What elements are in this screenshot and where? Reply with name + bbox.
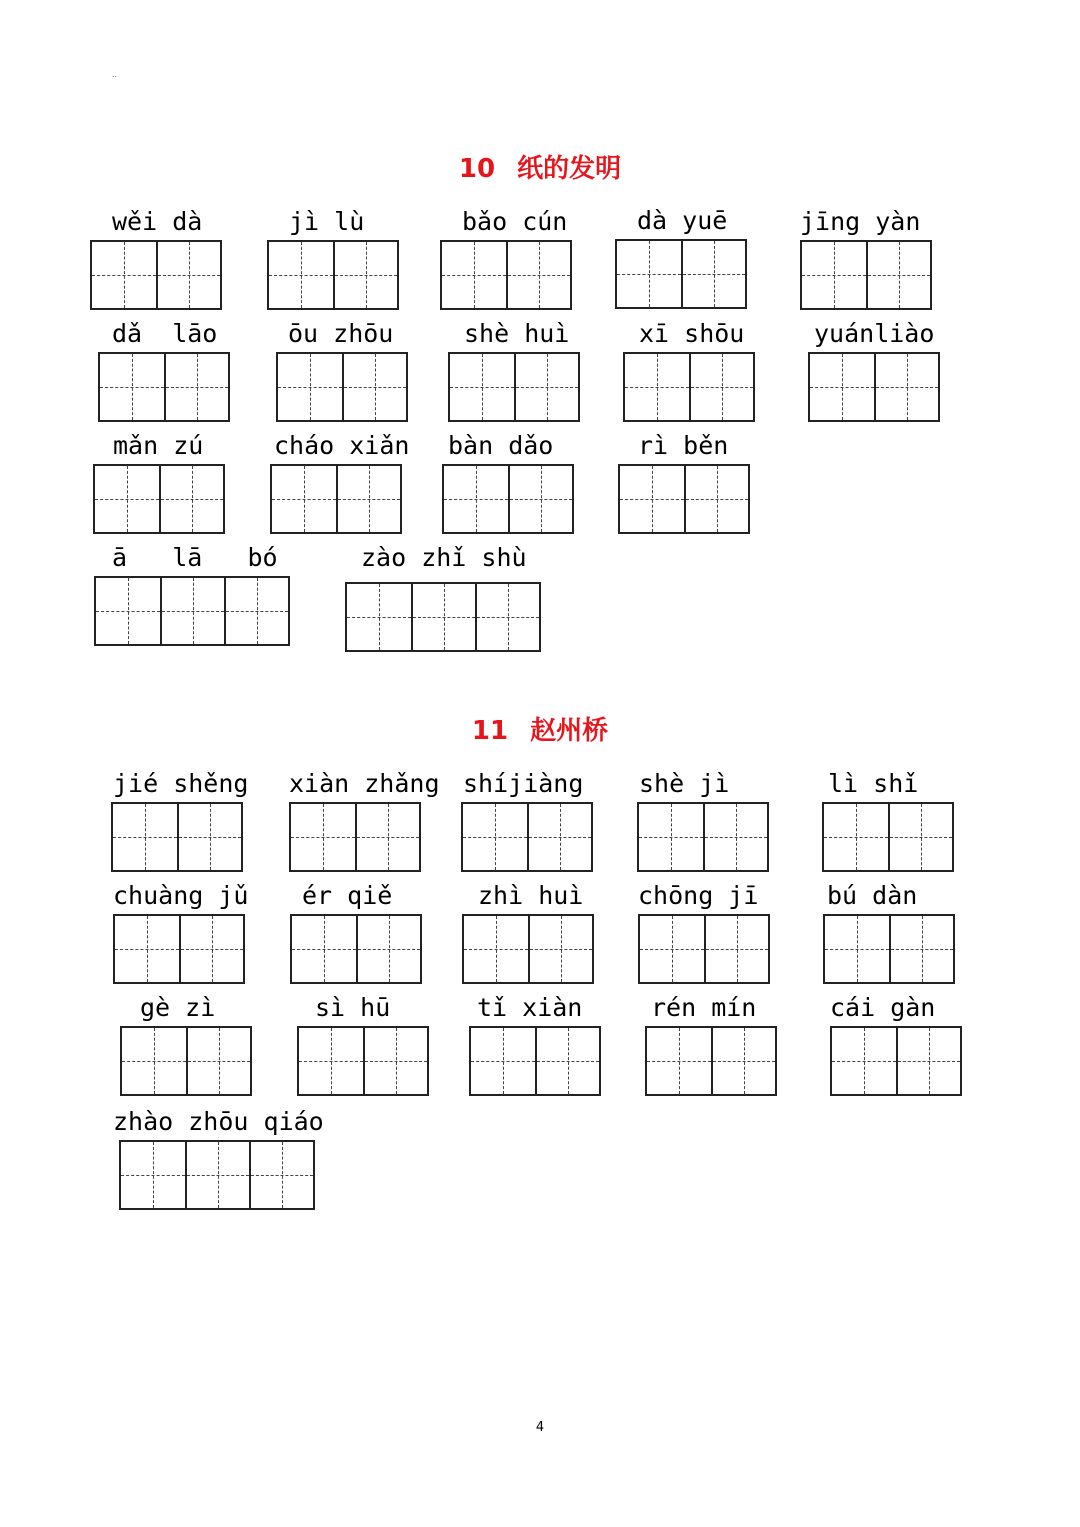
character-cell[interactable] — [159, 466, 223, 532]
character-cell[interactable] — [121, 1142, 185, 1208]
pinyin-label: yuánliào — [814, 319, 935, 348]
writing-grid[interactable] — [808, 352, 940, 422]
character-cell[interactable] — [888, 804, 952, 870]
character-cell[interactable] — [889, 916, 953, 982]
writing-grid[interactable] — [442, 464, 574, 534]
writing-grid[interactable] — [823, 914, 955, 984]
pinyin-label: mǎn zú — [113, 431, 204, 460]
character-cell[interactable] — [810, 354, 874, 420]
pinyin-label: shè huì — [464, 319, 570, 348]
writing-grid[interactable] — [98, 352, 230, 422]
character-cell[interactable] — [292, 916, 356, 982]
character-cell[interactable] — [514, 354, 578, 420]
pinyin-label: sì hū — [315, 993, 391, 1022]
character-cell[interactable] — [179, 916, 243, 982]
character-cell[interactable] — [647, 1028, 711, 1094]
character-cell[interactable] — [224, 578, 288, 644]
writing-grid[interactable] — [276, 352, 408, 422]
writing-grid[interactable] — [800, 240, 932, 310]
character-cell[interactable] — [475, 584, 539, 650]
writing-grid[interactable] — [440, 240, 572, 310]
character-cell[interactable] — [336, 466, 400, 532]
writing-grid[interactable] — [345, 582, 541, 652]
writing-grid[interactable] — [637, 802, 769, 872]
character-cell[interactable] — [160, 578, 224, 644]
writing-grid[interactable] — [267, 240, 399, 310]
character-cell[interactable] — [291, 804, 355, 870]
character-cell[interactable] — [617, 241, 681, 307]
writing-grid[interactable] — [469, 1026, 601, 1096]
pinyin-label: cháo xiǎn — [274, 431, 410, 460]
writing-grid[interactable] — [111, 802, 243, 872]
pinyin-label: jì lù — [289, 207, 365, 236]
character-cell[interactable] — [186, 1028, 250, 1094]
writing-grid[interactable] — [297, 1026, 429, 1096]
writing-grid[interactable] — [645, 1026, 777, 1096]
pinyin-label: ā lā bó — [112, 543, 278, 572]
character-cell[interactable] — [640, 916, 704, 982]
writing-grid[interactable] — [615, 239, 747, 309]
character-cell[interactable] — [100, 354, 164, 420]
section-title-10 — [0, 148, 1080, 185]
writing-grid[interactable] — [289, 802, 421, 872]
character-cell[interactable] — [704, 916, 768, 982]
writing-grid[interactable] — [93, 464, 225, 534]
writing-grid[interactable] — [290, 914, 422, 984]
pinyin-label: cái gàn — [830, 993, 936, 1022]
character-cell[interactable] — [113, 804, 177, 870]
character-cell[interactable] — [272, 466, 336, 532]
character-cell[interactable] — [802, 242, 866, 308]
character-cell[interactable] — [625, 354, 689, 420]
pinyin-label: zào zhǐ shù — [361, 543, 527, 572]
pinyin-label: gè zì — [140, 993, 216, 1022]
character-cell[interactable] — [508, 466, 572, 532]
character-cell[interactable] — [471, 1028, 535, 1094]
character-cell[interactable] — [269, 242, 333, 308]
writing-grid[interactable] — [119, 1140, 315, 1210]
writing-grid[interactable] — [618, 464, 750, 534]
character-cell[interactable] — [463, 804, 527, 870]
writing-grid[interactable] — [120, 1026, 252, 1096]
pinyin-label: zhào zhōu qiáo — [113, 1107, 324, 1136]
writing-grid[interactable] — [448, 352, 580, 422]
page-number: 4 — [535, 1420, 545, 1435]
character-cell[interactable] — [824, 804, 888, 870]
pinyin-label: rén mín — [651, 993, 757, 1022]
pinyin-label: xī shōu — [639, 319, 745, 348]
pinyin-label: chōng jī — [638, 881, 759, 910]
pinyin-label: zhì huì — [478, 881, 584, 910]
pinyin-label: jīng yàn — [800, 207, 921, 236]
writing-grid[interactable] — [270, 464, 402, 534]
character-cell[interactable] — [342, 354, 406, 420]
character-cell[interactable] — [450, 354, 514, 420]
character-cell[interactable] — [528, 916, 592, 982]
character-cell[interactable] — [95, 466, 159, 532]
character-cell[interactable] — [278, 354, 342, 420]
section-heading: 纸的发明 — [517, 154, 622, 184]
character-cell[interactable] — [703, 804, 767, 870]
character-cell[interactable] — [347, 584, 411, 650]
writing-grid[interactable] — [623, 352, 755, 422]
character-cell[interactable] — [711, 1028, 775, 1094]
section-heading: 赵州桥 — [530, 716, 609, 746]
pinyin-label: bǎo cún — [462, 207, 568, 236]
character-cell[interactable] — [185, 1142, 249, 1208]
character-cell[interactable] — [639, 804, 703, 870]
pinyin-label: chuàng jǔ — [113, 881, 249, 910]
corner-mark: .. — [112, 70, 118, 79]
writing-grid[interactable] — [461, 802, 593, 872]
character-cell[interactable] — [411, 584, 475, 650]
character-cell[interactable] — [620, 466, 684, 532]
character-cell[interactable] — [122, 1028, 186, 1094]
character-cell[interactable] — [464, 916, 528, 982]
character-cell[interactable] — [832, 1028, 896, 1094]
character-cell[interactable] — [156, 242, 220, 308]
character-cell[interactable] — [535, 1028, 599, 1094]
character-cell[interactable] — [249, 1142, 313, 1208]
pinyin-label: wěi dà — [112, 207, 203, 236]
character-cell[interactable] — [356, 916, 420, 982]
character-cell[interactable] — [681, 241, 745, 307]
pinyin-label: tǐ xiàn — [477, 993, 583, 1022]
writing-grid[interactable] — [113, 914, 245, 984]
character-cell[interactable] — [896, 1028, 960, 1094]
character-cell[interactable] — [96, 578, 160, 644]
pinyin-label: bàn dǎo — [448, 431, 554, 460]
section-title-11 — [0, 710, 1080, 747]
character-cell[interactable] — [92, 242, 156, 308]
pinyin-label: rì běn — [638, 431, 729, 460]
character-cell[interactable] — [527, 804, 591, 870]
pinyin-label: xiàn zhǎng — [289, 769, 440, 798]
pinyin-label: shíjiàng — [463, 769, 584, 798]
character-cell[interactable] — [164, 354, 228, 420]
character-cell[interactable] — [299, 1028, 363, 1094]
character-cell[interactable] — [874, 354, 938, 420]
pinyin-label: dǎ lāo — [112, 319, 218, 348]
character-cell[interactable] — [355, 804, 419, 870]
pinyin-label: dà yuē — [637, 206, 728, 235]
character-cell[interactable] — [177, 804, 241, 870]
character-cell[interactable] — [684, 466, 748, 532]
pinyin-label: jié shěng — [113, 769, 249, 798]
character-cell[interactable] — [115, 916, 179, 982]
pinyin-label: bú dàn — [827, 881, 918, 910]
pinyin-label: shè jì — [639, 769, 730, 798]
pinyin-label: lì shǐ — [828, 769, 919, 798]
pinyin-label: ér qiě — [302, 881, 393, 910]
character-cell[interactable] — [442, 242, 506, 308]
character-cell[interactable] — [866, 242, 930, 308]
writing-grid[interactable] — [90, 240, 222, 310]
writing-grid[interactable] — [638, 914, 770, 984]
pinyin-label: ōu zhōu — [288, 319, 394, 348]
section-number: 11 — [471, 716, 509, 746]
character-cell[interactable] — [444, 466, 508, 532]
section-number: 10 — [458, 154, 496, 184]
writing-grid[interactable] — [830, 1026, 962, 1096]
character-cell[interactable] — [333, 242, 397, 308]
writing-grid[interactable] — [94, 576, 290, 646]
character-cell[interactable] — [363, 1028, 427, 1094]
writing-grid[interactable] — [462, 914, 594, 984]
character-cell[interactable] — [506, 242, 570, 308]
writing-grid[interactable] — [822, 802, 954, 872]
character-cell[interactable] — [689, 354, 753, 420]
character-cell[interactable] — [825, 916, 889, 982]
